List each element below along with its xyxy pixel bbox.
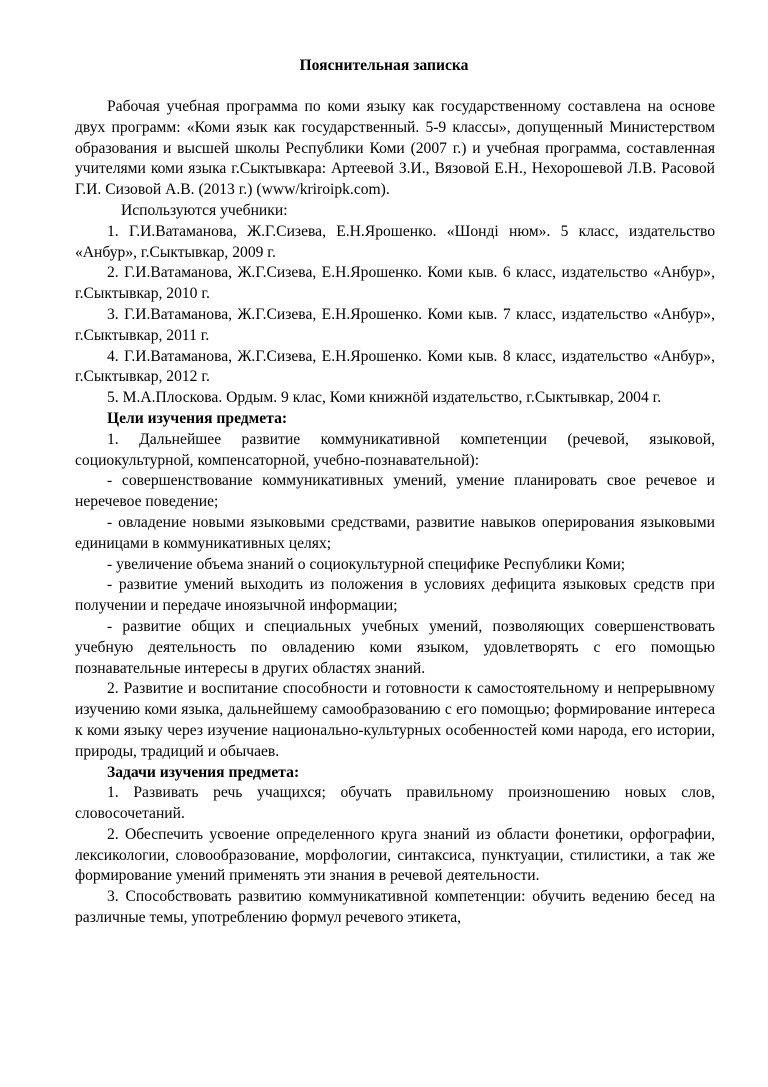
document-body: [75, 97, 715, 929]
page-title: Пояснительная записка: [299, 57, 469, 74]
list-item-goal-1b: - овладение новыми языковыми средствами, развитие навыков оперирования языковыми единицами в коммуникативных целях;: [75, 513, 715, 552]
list-item-textbook-4: 4. Г.И.Ватаманова, Ж.Г.Сизева, Е.Н.Ярошенко. Коми кыв. 8 класс, издательство «Анбур», г.Сыктывкар, 2012 г.: [75, 347, 715, 386]
list-item-goal-1c: - увеличение объема знаний о социокультурной специфике Республики Коми;: [107, 555, 626, 573]
list-item-task-2: 2. Обеспечить усвоение определенного круга знаний из области фонетики, орфографии, лексикологии, словообразование, морфологии, синтаксиса, пунктуации, стилистики, а так же формирование умений применять эти знания в речевой деятельности.: [75, 825, 715, 885]
list-item-textbook-1: 1. Г.И.Ватаманова, Ж.Г.Сизева, Е.Н.Ярошенко. «Шондi нюм». 5 класс, издательство «Анбур», г.Сыктывкар, 2009 г.: [75, 222, 715, 261]
list-item-task-1: 1. Развивать речь учащихся; обучать правильному произношению новых слов, словосочетаний.: [75, 784, 715, 823]
list-item-goal-1d: - развитие умений выходить из положения в условиях дефицита языковых средств при получении и передаче иноязычной информации;: [75, 576, 715, 615]
list-item-textbook-5: 5. М.А.Плоскова. Ордым. 9 клас, Коми книжнöй издательство, г.Сыктывкар, 2004 г.: [107, 389, 662, 407]
section-heading-goals: Цели изучения предмета:: [107, 409, 288, 427]
paragraph-textbooks-heading: Используются учебники:: [121, 201, 288, 219]
list-item-task-3: 3. Способствовать развитию коммуникативной компетенции: обучить ведению бесед на различные темы, употреблению формул речевого этикета,: [75, 888, 715, 927]
paragraph-goal-2: 2. Развитие и воспитание способности и готовности к самостоятельному и непрерывному изучению коми языка, дальнейшему самообразованию с его помощью; формирование интереса к коми языку через изучение национально-культурных особенностей коми народа, его истории, природы, традиций и обычаев.: [75, 680, 715, 760]
list-item-goal-1e: - развитие общих и специальных учебных умений, позволяющих совершенствовать учебную деятельность по овладению коми языком, удовлетворять с его помощью познавательные интересы в других областях знаний.: [75, 617, 715, 677]
list-item-textbook-2: 2. Г.И.Ватаманова, Ж.Г.Сизева, Е.Н.Ярошенко. Коми кыв. 6 класс, издательство «Анбур», г.Сыктывкар, 2010 г.: [75, 264, 715, 303]
section-heading-tasks: Задачи изучения предмета:: [107, 763, 300, 781]
paragraph-goal-1: 1. Дальнейшее развитие коммуникативной компетенции (речевой, языковой, социокультурной, компенсаторной, учебно-познавательной):: [75, 430, 715, 469]
list-item-goal-1a: - совершенствование коммуникативных умений, умение планировать свое речевое и неречевое поведение;: [75, 472, 715, 511]
list-item-textbook-3: 3. Г.И.Ватаманова, Ж.Г.Сизева, Е.Н.Ярошенко. Коми кыв. 7 класс, издательство «Анбур», г.Сыктывкар, 2011 г.: [75, 305, 715, 344]
paragraph-intro: Рабочая учебная программа по коми языку как государственному составлена на основе двух программ: «Коми язык как государственный. 5-9 классы», допущенный Министерством образования и высшей школы Республики Коми (2007 г.) и учебная программа, составленная учителями коми языка г.Сыктывкара: Артеевой З.И., Вязовой Е.Н., Нехорошевой Л.В. Расовой Г.И. Сизовой А.В. (2013 г.) (www/kriroipk.com).: [75, 98, 715, 199]
